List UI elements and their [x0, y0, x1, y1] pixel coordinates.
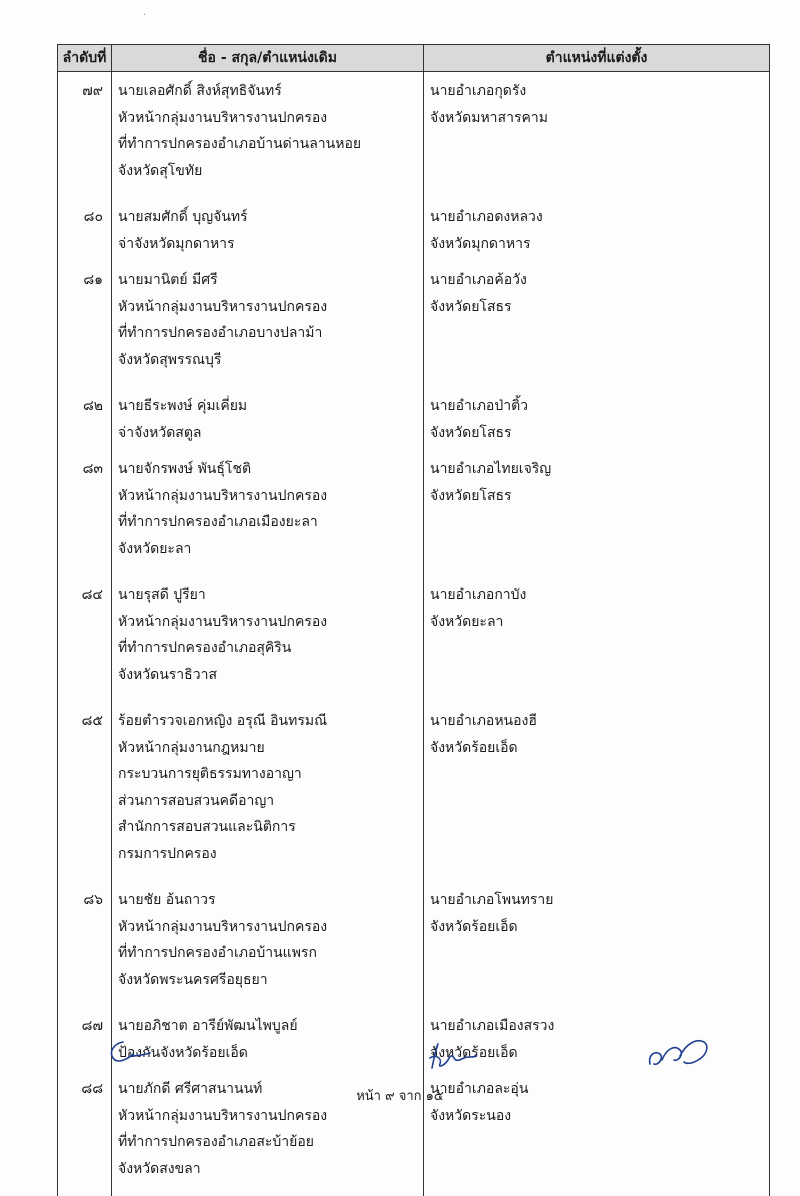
appointment-table	[57, 44, 770, 1196]
name-former-position-cell	[112, 576, 424, 702]
appointed-position-line: นายอำเภอเมืองสรวง	[430, 1013, 769, 1040]
appointed-position-line: จังหวัดมุกดาหาร	[430, 231, 769, 258]
order-number-cell	[58, 261, 112, 387]
appointed-position-line: จังหวัดร้อยเอ็ด	[430, 1040, 769, 1067]
former-position-line: จังหวัดยะลา	[118, 536, 423, 563]
appointed-position-line: นายอำเภอป่าติ้ว	[430, 393, 769, 420]
table-row	[58, 261, 770, 387]
order-number: ๘๓	[58, 456, 103, 483]
header-name-former-position: ชื่อ - สกุล/ตำแหน่งเดิม	[112, 45, 424, 72]
name-former-position-cell	[112, 1007, 424, 1070]
person-name: นายภักดี ศรีศาสนานนท์	[118, 1076, 423, 1103]
person-name: นายอภิชาต อารีย์พัฒนไพบูลย์	[118, 1013, 423, 1040]
former-position-line: ป้องกันจังหวัดร้อยเอ็ด	[118, 1040, 423, 1067]
former-position-line: หัวหน้ากลุ่มงานบริหารงานปกครอง	[118, 105, 423, 132]
appointed-position-line: นายอำเภอไทยเจริญ	[430, 456, 769, 483]
order-number-cell	[58, 881, 112, 1007]
person-name: นายจักรพงษ์ พันธุ์โชติ	[118, 456, 423, 483]
appointed-position-line: นายอำเภอหนองฮี	[430, 708, 769, 735]
person-name: นายเลอศักดิ์ สิงห์สุทธิจันทร์	[118, 78, 423, 105]
header-order-number: ลำดับที่	[58, 45, 112, 72]
appointed-position-line: จังหวัดยโสธร	[430, 420, 769, 447]
appointed-position-cell	[424, 72, 770, 199]
appointed-position-cell	[424, 198, 770, 261]
appointed-position-line: นายอำเภอกุดรัง	[430, 78, 769, 105]
table-header-row	[58, 45, 770, 72]
former-position-line: หัวหน้ากลุ่มงานกฎหมาย	[118, 735, 423, 762]
table-body	[58, 72, 770, 1196]
appointed-position-line: นายอำเภอค้อวัง	[430, 267, 769, 294]
former-position-line: หัวหน้ากลุ่มงานบริหารงานปกครอง	[118, 914, 423, 941]
former-position-line: หัวหน้ากลุ่มงานบริหารงานปกครอง	[118, 294, 423, 321]
order-number: ๘๑	[58, 267, 103, 294]
order-number: ๘๔	[58, 582, 103, 609]
order-number: ๘๖	[58, 887, 103, 914]
appointed-position-line: จังหวัดร้อยเอ็ด	[430, 914, 769, 941]
name-former-position-cell	[112, 450, 424, 576]
table-row	[58, 72, 770, 199]
order-number-cell	[58, 450, 112, 576]
header-appointed-position: ตำแหน่งที่แต่งตั้ง	[424, 45, 770, 72]
former-position-line: ส่วนการสอบสวนคดีอาญา	[118, 788, 423, 815]
name-former-position-cell	[112, 702, 424, 881]
former-position-line: จังหวัดสงขลา	[118, 1156, 423, 1183]
signature-middle	[424, 1040, 484, 1072]
person-name: นายชัย อ้นถาวร	[118, 887, 423, 914]
person-name: นายมานิตย์ มีศรี	[118, 267, 423, 294]
person-name: นายธีระพงษ์ คุ่มเคี่ยม	[118, 393, 423, 420]
appointed-position-cell	[424, 702, 770, 881]
former-position-line: จังหวัดนราธิวาส	[118, 662, 423, 689]
scan-dot: ·	[143, 10, 146, 21]
appointed-position-line: จังหวัดระนอง	[430, 1103, 769, 1130]
signature-right	[640, 1034, 720, 1074]
former-position-line: ที่ทำการปกครองอำเภอบางปลาม้า	[118, 320, 423, 347]
appointed-position-line: นายอำเภอดงหลวง	[430, 204, 769, 231]
appointed-position-line: จังหวัดมหาสารคาม	[430, 105, 769, 132]
table-row	[58, 881, 770, 1007]
name-former-position-cell	[112, 198, 424, 261]
table-row	[58, 702, 770, 881]
table-row	[58, 450, 770, 576]
former-position-line: จ่าจังหวัดมุกดาหาร	[118, 231, 423, 258]
person-name: นายรุสดี ปูรียา	[118, 582, 423, 609]
appointed-position-cell	[424, 387, 770, 450]
former-position-line: หัวหน้ากลุ่มงานบริหารงานปกครอง	[118, 1103, 423, 1130]
former-position-line: จังหวัดสุพรรณบุรี	[118, 347, 423, 374]
former-position-line: จ่าจังหวัดสตูล	[118, 420, 423, 447]
appointed-position-cell	[424, 450, 770, 576]
appointed-position-line: จังหวัดยะลา	[430, 609, 769, 636]
appointed-position-line: นายอำเภอละอุ่น	[430, 1076, 769, 1103]
appointed-position-line: จังหวัดยโสธร	[430, 294, 769, 321]
order-number-cell	[58, 198, 112, 261]
former-position-line: จังหวัดสุโขทัย	[118, 158, 423, 185]
order-number: ๗๙	[58, 78, 103, 105]
former-position-line: กระบวนการยุติธรรมทางอาญา	[118, 761, 423, 788]
name-former-position-cell	[112, 261, 424, 387]
table-row	[58, 576, 770, 702]
former-position-line: กรมการปกครอง	[118, 841, 423, 868]
order-number: ๘๗	[58, 1013, 103, 1040]
order-number: ๘๐	[58, 204, 103, 231]
order-number: ๘๕	[58, 708, 103, 735]
former-position-line: ที่ทำการปกครองอำเภอเมืองยะลา	[118, 509, 423, 536]
appointed-position-line: นายอำเภอกาบัง	[430, 582, 769, 609]
former-position-line: หัวหน้ากลุ่มงานบริหารงานปกครอง	[118, 609, 423, 636]
order-number-cell	[58, 702, 112, 881]
former-position-line: สำนักการสอบสวนและนิติการ	[118, 814, 423, 841]
order-number: ๘๒	[58, 393, 103, 420]
appointed-position-line: นายอำเภอโพนทราย	[430, 887, 769, 914]
former-position-line: ที่ทำการปกครองอำเภอบ้านด่านลานหอย	[118, 131, 423, 158]
former-position-line: หัวหน้ากลุ่มงานบริหารงานปกครอง	[118, 483, 423, 510]
appointed-position-line: จังหวัดยโสธร	[430, 483, 769, 510]
former-position-line: ที่ทำการปกครองอำเภอบ้านแพรก	[118, 940, 423, 967]
appointed-position-cell	[424, 261, 770, 387]
person-name: ร้อยตำรวจเอกหญิง อรุณี อินทรมณี	[118, 708, 423, 735]
order-number-cell	[58, 576, 112, 702]
order-number-cell	[58, 72, 112, 199]
table-row	[58, 198, 770, 261]
name-former-position-cell	[112, 387, 424, 450]
former-position-line: ที่ทำการปกครองอำเภอสุคิริน	[118, 635, 423, 662]
table-row	[58, 387, 770, 450]
order-number: ๘๘	[58, 1076, 103, 1103]
order-number-cell	[58, 387, 112, 450]
order-number-cell	[58, 1007, 112, 1070]
appointed-position-line: จังหวัดร้อยเอ็ด	[430, 735, 769, 762]
name-former-position-cell	[112, 72, 424, 199]
former-position-line: ที่ทำการปกครองอำเภอสะบ้าย้อย	[118, 1129, 423, 1156]
name-former-position-cell	[112, 881, 424, 1007]
page-number: หน้า ๙ จาก ๑๕	[0, 1085, 800, 1106]
appointed-position-cell	[424, 576, 770, 702]
former-position-line: จังหวัดพระนครศรีอยุธยา	[118, 967, 423, 994]
person-name: นายสมศักดิ์ บุญจันทร์	[118, 204, 423, 231]
signature-left	[105, 1038, 155, 1068]
appointed-position-cell	[424, 881, 770, 1007]
